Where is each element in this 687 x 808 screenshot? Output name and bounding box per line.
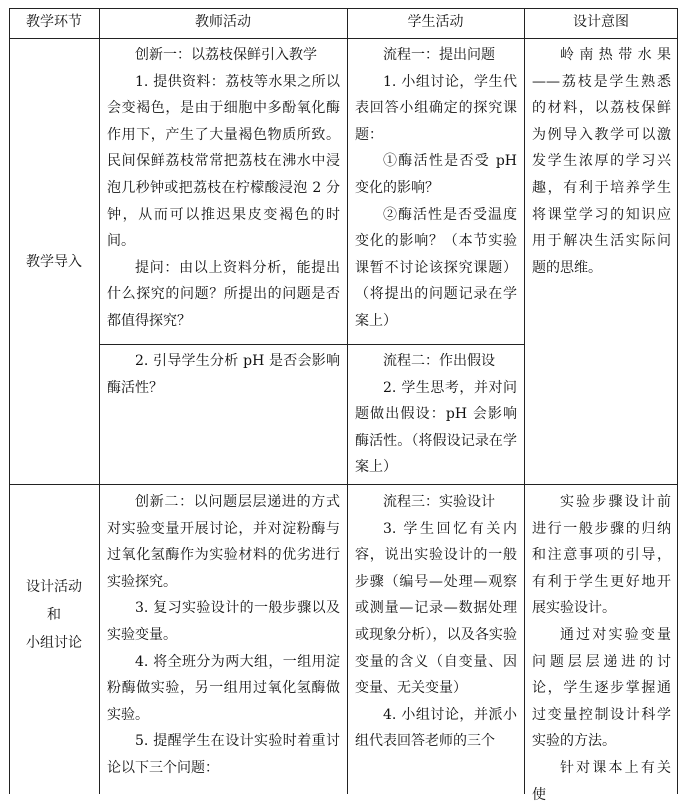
teacher-step-2: 2. 引导学生分析 pH 是否会影响酶活性？: [107, 353, 340, 396]
student-activity-hypothesis: [355, 348, 517, 481]
innovation-two: 创新二：以问题层层递进的方式对实验变量开展讨论，并对淀粉酶与过氧化氢酶作为实验材料的优劣进行实验探究。: [107, 494, 340, 590]
design-intent-intro: [532, 42, 671, 281]
intent-variables: 通过对实验变量问题层层递进的讨论，学生逐步掌握通过变量控制设计科学实验的方法。: [532, 626, 671, 750]
teacher-activity-intro: [107, 42, 340, 335]
intent-paragraph: 岭南热带水果——荔枝是学生熟悉的材料，以荔枝保鲜为例导入教学可以激发学生浓厚的学习兴趣，有利于培养学生将课堂学习的知识应用于解决生活实际问题的思维。: [532, 47, 671, 276]
student-step-2: 2. 学生思考，并对问题做出假设：pH 会影响酶活性。（将假设记录在学案上）: [355, 379, 517, 476]
student-step-4: 4. 小组讨论，并派小组代表回答老师的三个: [355, 706, 517, 750]
teacher-activity-design: [107, 489, 340, 782]
header-stage: 教学环节: [26, 14, 82, 30]
innovation-title: 创新一：以荔枝保鲜引入教学: [135, 47, 317, 63]
teacher-step-3: 3. 复习实验设计的一般步骤以及实验变量。: [107, 600, 340, 643]
student-activity-design: [355, 489, 517, 755]
teacher-step-5: 5. 提醒学生在设计实验时着重讨论以下三个问题：: [107, 733, 340, 776]
flow-title-1: 流程一：提出问题: [383, 47, 495, 63]
teacher-activity-hypothesis: [107, 348, 340, 401]
section-label-design: 设计活动 和 小组讨论: [26, 579, 82, 651]
header-divider: [9, 38, 678, 39]
flow-title-3: 流程三：实验设计: [383, 494, 495, 510]
column-divider-1: [99, 8, 100, 794]
intent-step-guidance: 实验步骤设计前进行一般步骤的归纳和注意事项的引导，有利于学生更好地开展实验设计。: [532, 494, 671, 617]
lesson-plan-table: [9, 8, 678, 803]
section-label-intro: 教学导入: [26, 253, 82, 270]
student-step-3: 3. 学生回忆有关内容，说出实验设计的一般步骤（编号—处理—观察或测量—记录—数据处理或现象分析），以及各实验变量的含义（自变量、因变量、无关变量）: [355, 520, 517, 697]
column-divider-2: [347, 8, 348, 794]
header-teacher: 教师活动: [195, 14, 251, 30]
design-intent-design: [532, 489, 671, 808]
teacher-step-1: 1. 提供资料：荔枝等水果之所以会变褐色，是由于细胞中多酚氧化酶作用下，产生了大量褐色物质所致。民间保鲜荔枝常常把荔枝在沸水中浸泡几秒钟或把荔枝在柠檬酸浸泡 2 分钟，从而可以推迟果皮变褐色的时间。: [107, 73, 340, 250]
table-border-right: [677, 8, 678, 794]
question-temperature: ②酶活性是否受温度变化的影响？（本节实验课暂不讨论该探究课题）（将提出的问题记录在学案上）: [355, 206, 517, 329]
teacher-question: 提问：由以上资料分析，能提出什么探究的问题？所提出的问题是否都值得探究？: [107, 259, 340, 329]
header-intent: 设计意图: [573, 14, 629, 30]
flow-title-2: 流程二：作出假设: [383, 353, 495, 369]
subrow-divider: [99, 344, 524, 345]
column-divider-3: [524, 8, 525, 794]
row-divider: [9, 484, 678, 485]
intent-textbook: 针对课本上有关使: [532, 759, 671, 803]
header-student: 学生活动: [407, 14, 464, 30]
teacher-step-4: 4. 将全班分为两大组，一组用淀粉酶做实验，另一组用过氧化氢酶做实验。: [107, 653, 340, 723]
student-activity-intro: [355, 42, 517, 335]
student-step-1: 1. 小组讨论，学生代表回答小组确定的探究课题：: [355, 73, 517, 143]
question-ph: ①酶活性是否受 pH 变化的影响？: [355, 153, 517, 196]
